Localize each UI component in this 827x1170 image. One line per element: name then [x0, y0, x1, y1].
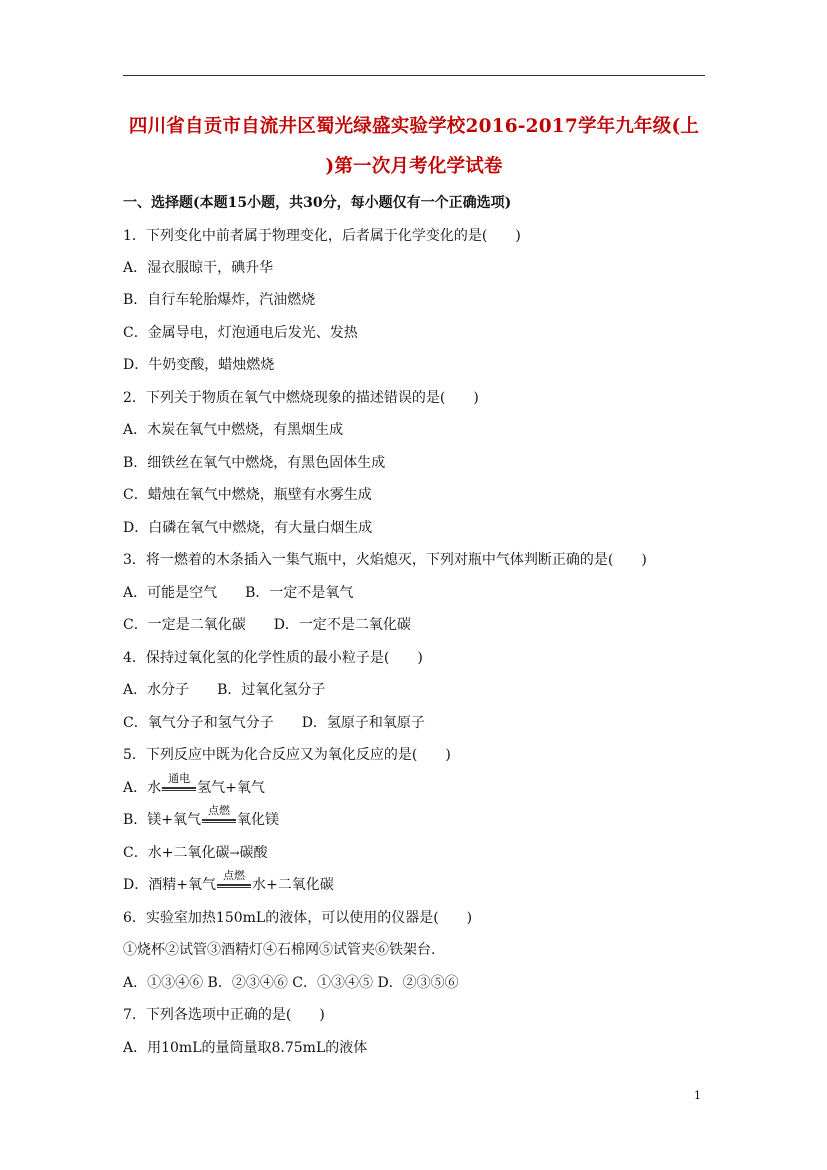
- question-4-stem: 4．保持过氧化氢的化学性质的最小粒子是( ): [123, 650, 423, 666]
- option-b-products: 氧化镁: [237, 812, 280, 828]
- condition-label: 点燃: [208, 804, 231, 817]
- question-3-options-ab: A．可能是空气 B．一定不是氧气: [123, 585, 354, 601]
- question-2-option-c: C．蜡烛在氧气中燃烧，瓶壁有水雾生成: [123, 487, 372, 503]
- option-d-products: 水+二氧化碳: [251, 877, 334, 893]
- reaction-condition-ignite: [216, 869, 252, 895]
- question-1-stem: 1．下列变化中前者属于物理变化，后者属于化学变化的是( ): [123, 228, 521, 244]
- question-2-stem: 2．下列关于物质在氧气中燃烧现象的描述错误的是( ): [123, 390, 479, 406]
- question-1-option-d: D．牛奶变酸，蜡烛燃烧: [123, 357, 275, 373]
- option-d-reactants: D．酒精+氧气: [123, 877, 216, 893]
- question-6-instrument-list: ①烧杯②试管③酒精灯④石棉网⑤试管夹⑥铁架台.: [123, 942, 436, 958]
- question-7-option-a: A．用10mL的量筒量取8.75mL的液体: [123, 1040, 368, 1056]
- question-5-option-d: [123, 869, 334, 895]
- option-a-products: 氢气+氧气: [197, 780, 265, 796]
- option-a-reactants: A．水: [123, 780, 162, 796]
- question-1-option-a: A．湿衣服晾干，碘升华: [123, 260, 274, 276]
- question-1-option-c: C．金属导电，灯泡通电后发光、发热: [123, 325, 358, 341]
- question-5-option-a: [123, 772, 265, 798]
- section-heading: 一、选择题(本题15小题，共30分，每小题仅有一个正确选项): [123, 195, 512, 211]
- question-5-option-c: [123, 843, 268, 863]
- option-c-products: 碳酸: [239, 845, 268, 861]
- question-7-stem: 7．下列各选项中正确的是( ): [123, 1007, 325, 1023]
- reaction-condition-ignite: [201, 804, 237, 830]
- header-rule: [123, 75, 705, 76]
- question-5-stem: 5．下列反应中既为化合反应又为氧化反应的是( ): [123, 747, 451, 763]
- question-2-option-a: A．木炭在氧气中燃烧，有黑烟生成: [123, 422, 344, 438]
- question-4-options-ab: A．水分子 B．过氧化氢分子: [123, 682, 326, 698]
- question-6-stem: 6．实验室加热150mL的液体，可以使用的仪器是( ): [123, 910, 473, 926]
- option-b-reactants: B．镁+氧气: [123, 812, 202, 828]
- exam-title-line-1: 四川省自贡市自流井区蜀光绿盛实验学校2016-2017学年九年级(上: [128, 116, 700, 137]
- page-number: 1: [694, 1089, 701, 1102]
- question-2-option-b: B．细铁丝在氧气中燃烧，有黑色固体生成: [123, 455, 386, 471]
- condition-label: 点燃: [222, 869, 245, 882]
- question-1-option-b: B．自行车轮胎爆炸，汽油燃烧: [123, 292, 316, 308]
- question-4-options-cd: C．氧气分子和氢气分子 D．氢原子和氧原子: [123, 715, 425, 731]
- condition-label: 通电: [168, 772, 191, 785]
- question-2-option-d: D．白磷在氧气中燃烧，有大量白烟生成: [123, 520, 373, 536]
- question-5-option-b: [123, 804, 280, 830]
- question-3-stem: 3．将一燃着的木条插入一集气瓶中，火焰熄灭，下列对瓶中气体判断正确的是( ): [123, 552, 647, 568]
- reaction-arrow-icon: →: [229, 846, 240, 860]
- option-c-reactants: C．水+二氧化碳: [123, 845, 230, 861]
- exam-title-line-2: )第一次月考化学试卷: [325, 156, 503, 177]
- reaction-condition-electrolysis: [161, 772, 197, 798]
- question-3-options-cd: C．一定是二氧化碳 D．一定不是二氧化碳: [123, 617, 411, 633]
- question-6-options: A．①③④⑥ B．②③④⑥ C．①③④⑤ D．②③⑤⑥: [123, 975, 459, 991]
